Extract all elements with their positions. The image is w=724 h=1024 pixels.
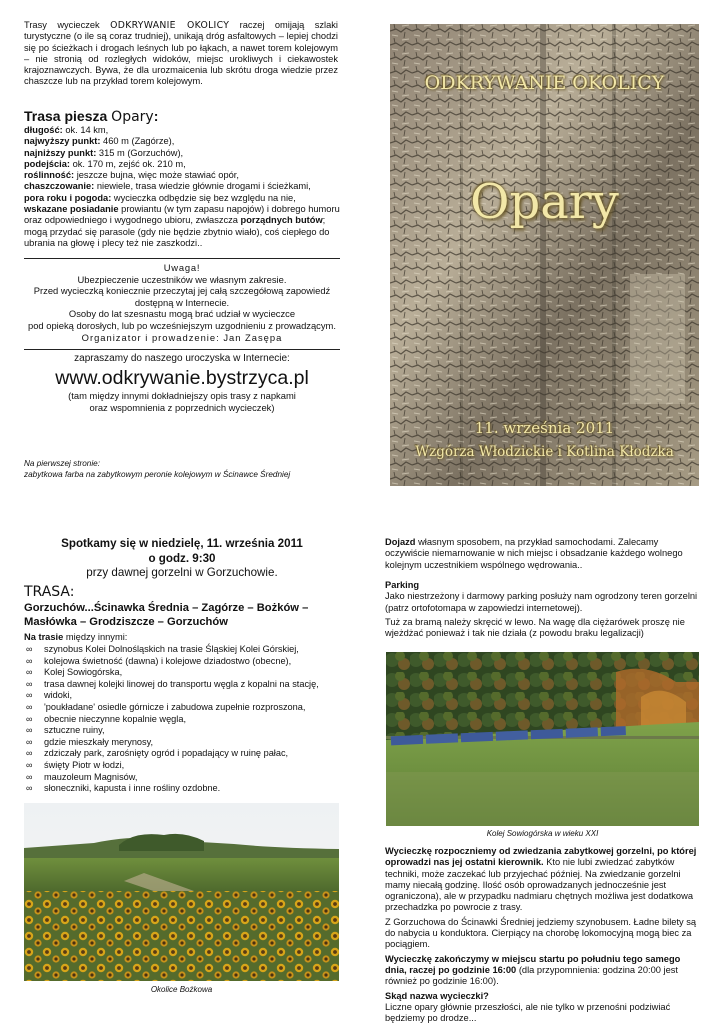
website-link[interactable]: www.odkrywanie.bystrzyca.pl <box>55 367 309 389</box>
organizer-line: Organizator i prowadzenie: Jan Zasępa <box>81 331 283 343</box>
bullet-icon: ∞ <box>26 678 33 689</box>
cover-brand: ODKRYWANIE OKOLICY <box>424 72 665 94</box>
uwaga-line: Osoby do lat szesnastu mogą brać udział w wycieczce <box>68 308 296 320</box>
bullet-icon: ∞ <box>26 783 33 794</box>
bullet-icon: ∞ <box>26 655 33 666</box>
train-caption: Kolej Sowiogórska w wieku XXI <box>486 829 599 838</box>
bullet-icon: ∞ <box>26 667 33 678</box>
detail-row: roślinność: jeszcze bujna, więc może stawiać opór, <box>24 170 239 181</box>
sunflower-caption: Okolice Bożkowa <box>150 985 213 994</box>
bullet-icon: ∞ <box>26 644 33 654</box>
train-photo <box>386 652 699 826</box>
detail-row: najwyższy punkt: 460 m (Zagórze), <box>24 136 175 147</box>
route-item: ∞ zdziczały park, zarośnięty ogród i popadający w ruinę pałac, <box>26 748 289 759</box>
route-list <box>24 644 342 795</box>
uwaga-line: Przed wycieczką koniecznie przeczytaj jej całą szczegółową zapowiedź <box>33 285 331 297</box>
internet-note: (tam między innymi dokładniejszy opis trasy z napkami <box>68 390 296 401</box>
route-item: ∞ gdzie mieszkały merynosy, <box>26 736 154 747</box>
cover-title: Opary <box>470 174 619 230</box>
meeting-date: Spotkamy się w niedzielę, 11. września 2011 <box>61 537 303 550</box>
uwaga-line: pod opieką dorosłych, lub po wcześniejszym uzgodnieniu z prowadzącym. <box>28 319 336 331</box>
bullet-icon: ∞ <box>26 748 33 759</box>
divider <box>24 349 340 350</box>
bullet-icon: ∞ <box>26 701 33 712</box>
brand-inline: ODKRYWANIE OKOLICY <box>110 20 230 31</box>
detail-row: podejścia: ok. 170 m, zejść ok. 210 m, <box>24 158 186 169</box>
route-path: Gorzuchów...Ścinawka Średnia – Zagórze – Bożków – Masłówka – Grodziszcze – Gorzuchów <box>24 602 309 628</box>
first-page-note: Na pierwszej stronie: zabytkowa farba na zabytkowym peronie kolejowym w Ścinawce Średniej <box>24 459 291 479</box>
trasa-details <box>24 125 340 249</box>
bullet-icon: ∞ <box>26 736 33 747</box>
meeting-place: przy dawnej gorzelni w Gorzuchowie. <box>86 566 278 579</box>
bullet-icon: ∞ <box>26 725 33 736</box>
internet-block <box>24 353 340 413</box>
pora-roku-paragraph: pora roku i pogoda: wycieczka odbędzie się bez względu na nie, wskazane posiadanie prowiantu (w tym zapasu napojów) i dobrego humoru oraz odpowiedniego i wygodnego ubioru, zwłaszcza porządnych butów; mogą przydać się parasole (gdy nie będzie zbytnio wiało), coś ciepłego do ubrania na głowę i plecy też nie zaszkodzi.. <box>24 192 340 248</box>
route-item: ∞ słoneczniki, kapusta i inne rośliny ozdobne. <box>26 783 221 794</box>
route-item: ∞ 'poukładane' osiedle górnicze i zabudowa zupełnie rozproszona, <box>26 701 306 712</box>
bullet-icon: ∞ <box>26 759 33 770</box>
uwaga-title: Uwaga! <box>163 262 201 273</box>
route-label: TRASA: <box>24 584 75 600</box>
internet-note: oraz wspomnienia z poprzednich wycieczek) <box>89 401 275 413</box>
route-item: ∞ święty Piotr w łodzi, <box>26 759 125 770</box>
bullet-icon: ∞ <box>26 771 33 782</box>
detail-row: najniższy punkt: 315 m (Gorzuchów), <box>24 147 184 158</box>
route-item: ∞ mauzoleum Magnisów, <box>26 771 138 782</box>
meeting-time: o godz. 9:30 <box>148 551 216 565</box>
route-item: ∞ Kolej Sowiogórska, <box>26 667 123 678</box>
trasa-piesza-heading: Trasa piesza Opary: <box>24 108 159 125</box>
program-block: Wycieczkę rozpoczniemy od zwiedzania zabytkowej gorzelni, po której oprowadzi nas jej ostatni kierownik. Kto nie lubi zwiedzać zabytków techniki, może zaczekać lub przyjechać później. Na zwiedzanie gorzelni mamy niecałą godzinę. Ilość osób oprowadzanych jednocześnie jest ograniczona), ale w przypadku nadmiaru chętnych możliwa jest dodatkowa przechadzka po powrocie z trasy. Z Gorzuchowa do Ścinawki Średniej jedziemy szynobusem. Ładne bilety są do nabycia u konduktora. Cierpiący na chorobę lokomocyjną mogą biec za pociągiem. Wycieczkę zakończymy w miejscu startu po południu tego samego dnia, raczej po godzinie 16:00 (dla przypomnienia: godzina 20:00 jest również po godzinie 16:00). Skąd nazwa wycieczki? Liczne opary głównie przeszłości, ale nie tylko w przenośni podziwiać będziemy po drodze... <box>385 846 697 1024</box>
uwaga-block <box>24 262 340 343</box>
detail-row: chaszczowanie: niewiele, trasa wiedzie głównie drogami i ścieżkami, <box>24 181 311 192</box>
route-item: ∞ szynobus Kolei Dolnośląskich na trasie Śląskiej Kolei Górskiej, <box>26 644 299 654</box>
parking-block: Parking Jako niestrzeżony i darmowy parking posłuży nam ogrodzony teren gorzelni (patrz ortofotomapa w zapowiedzi internetowej). Tuż za bramą należy skręcić w lewo. Na wagę dla ciężarówek proszę nie wjeżdżać ponieważ i tak nie działa (z powodu braku legalizacji) <box>385 580 698 639</box>
route-item: ∞ widoki, <box>26 690 73 701</box>
bullet-icon: ∞ <box>26 713 33 724</box>
uwaga-line: dostępną w Internecie. <box>134 296 230 308</box>
cover-date: 11. września 2011 <box>474 419 615 437</box>
cover-image <box>390 24 699 486</box>
uwaga-line: Ubezpieczenie uczestników we własnym zakresie. <box>77 273 287 285</box>
intro-paragraph: Trasy wycieczek ODKRYWANIE OKOLICY raczej omijają szlaki turystyczne (o ile są coraz trudniej), unikają dróg asfaltowych – lepiej chodzi się po ścieżkach i drogach leśnych lub po łąkach, a nawet torem kolejowym – nie stronią od rozległych widoków, miejsc urokliwych i ciekawostek krajoznawczych. Bywa, że dla urozmaicenia lub skrótu droga wiedzie przez chaszcze lub na przykład torem kolejowym. <box>24 20 339 87</box>
route-item: ∞ trasa dawnej kolejki linowej do transportu węgla z kopalni na stację, <box>26 678 319 689</box>
internet-invite: zapraszamy do naszego uroczyska w Internecie: <box>74 353 290 364</box>
route-item: ∞ obecnie nieczynne kopalnie węgla, <box>26 713 186 724</box>
route-item: ∞ kolejowa świetność (dawna) i kolejowe dziadostwo (obecne), <box>26 655 292 666</box>
cover-region: Wzgórza Włodzickie i Kotlina Kłodzka <box>415 444 674 460</box>
divider <box>24 258 340 259</box>
route-item: ∞ sztuczne ruiny, <box>26 725 105 736</box>
meeting-block <box>24 537 340 581</box>
onroute-intro: Na trasie między innymi: <box>24 632 128 642</box>
sunflower-photo <box>24 803 339 981</box>
bullet-icon: ∞ <box>26 690 33 701</box>
detail-row: długość: ok. 14 km, <box>24 125 109 135</box>
dojazd-paragraph: Dojazd własnym sposobem, na przykład samochodami. Zalecamy oczywiście niemarnowanie w nich miejsc i obsadzanie każdego wolnego kolejnym uczestnikiem wspólnego wędrowania.. <box>385 537 683 570</box>
